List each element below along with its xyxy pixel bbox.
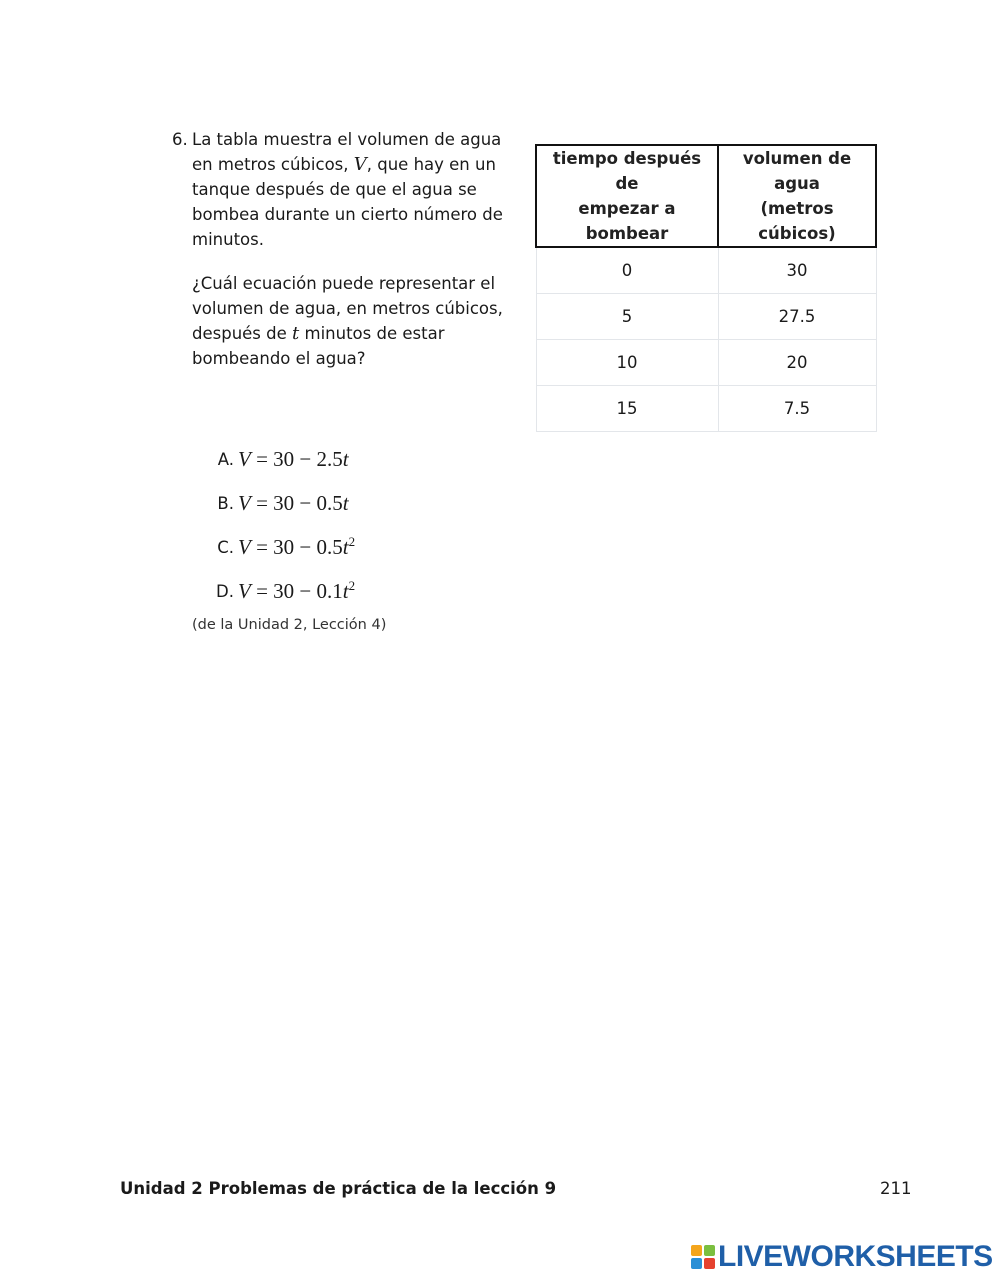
header-volume bbox=[718, 145, 876, 247]
header-time-line: empezar a bbox=[578, 199, 676, 218]
cell-time: 5 bbox=[536, 294, 718, 340]
choice-label: C. bbox=[217, 537, 234, 557]
cell-volume: 7.5 bbox=[718, 386, 876, 432]
problem-question bbox=[192, 271, 522, 371]
eq-exponent: 2 bbox=[348, 578, 356, 593]
cell-volume: 27.5 bbox=[718, 294, 876, 340]
eq-t: t bbox=[342, 535, 349, 559]
problem-number: 6. bbox=[172, 130, 188, 149]
eq-var: V bbox=[238, 535, 251, 559]
brand-name: LIVEWORKSHEETS bbox=[718, 1240, 993, 1273]
logo-square bbox=[691, 1258, 702, 1269]
variable-t: t bbox=[292, 323, 300, 344]
eq-t: t bbox=[342, 490, 349, 515]
cell-time: 15 bbox=[536, 386, 718, 432]
header-volume-line: volumen de bbox=[742, 149, 852, 168]
problem-6 bbox=[172, 127, 522, 371]
eq-var: V bbox=[238, 446, 251, 471]
table-header-row bbox=[536, 145, 876, 247]
choice-equation bbox=[238, 491, 349, 516]
page-number: 211 bbox=[880, 1179, 912, 1198]
eq-rhs: = 30 − 0.1 bbox=[250, 579, 343, 603]
table-row bbox=[536, 294, 876, 340]
volume-table bbox=[535, 144, 877, 432]
eq-rhs: = 30 − 0.5 bbox=[250, 535, 343, 559]
eq-var: V bbox=[238, 579, 251, 603]
choice-d[interactable] bbox=[212, 569, 355, 613]
answer-choices bbox=[212, 437, 355, 613]
choice-label: D. bbox=[216, 581, 234, 601]
cell-time: 10 bbox=[536, 340, 718, 386]
header-volume-line: (metros cúbicos) bbox=[758, 199, 836, 243]
table-row bbox=[536, 247, 876, 294]
logo-square bbox=[704, 1258, 715, 1269]
liveworksheets-brand bbox=[691, 1240, 993, 1274]
eq-t: t bbox=[342, 579, 349, 603]
question-text-cont: minutos de estar bombeando el agua? bbox=[192, 324, 445, 368]
eq-rhs: = 30 − 0.5 bbox=[250, 490, 343, 515]
liveworksheets-logo-icon bbox=[691, 1245, 715, 1269]
choice-equation bbox=[238, 447, 349, 472]
footer-title: Unidad 2 Problemas de práctica de la lección 9 bbox=[120, 1179, 557, 1198]
statement-text-cont: , que hay en un tanque después de que el agua se bombea durante un cierto número de minutos. bbox=[192, 155, 503, 249]
choice-c[interactable] bbox=[212, 525, 355, 569]
choice-a[interactable] bbox=[212, 437, 355, 481]
eq-rhs: = 30 − 2.5 bbox=[250, 446, 343, 471]
choice-b[interactable] bbox=[212, 481, 355, 525]
variable-v: V bbox=[353, 154, 367, 175]
choice-equation bbox=[238, 534, 355, 560]
eq-exponent: 2 bbox=[348, 534, 356, 549]
cell-volume: 20 bbox=[718, 340, 876, 386]
header-volume-line: agua bbox=[774, 174, 820, 193]
choice-equation bbox=[238, 578, 355, 604]
choice-label: B. bbox=[217, 493, 234, 513]
choice-label: A. bbox=[217, 449, 234, 469]
source-note: (de la Unidad 2, Lección 4) bbox=[192, 617, 387, 633]
statement-text: La tabla muestra el volumen de agua en metros cúbicos, bbox=[192, 130, 502, 174]
eq-var: V bbox=[238, 490, 251, 515]
logo-square bbox=[691, 1245, 702, 1256]
header-time bbox=[536, 145, 718, 247]
logo-square bbox=[704, 1245, 715, 1256]
header-time-line: tiempo después de bbox=[552, 149, 702, 193]
cell-time: 0 bbox=[536, 247, 718, 294]
question-text: ¿Cuál ecuación puede representar el volumen de agua, en metros cúbicos, después de bbox=[192, 274, 503, 343]
table-row bbox=[536, 340, 876, 386]
problem-statement bbox=[192, 127, 522, 252]
table-row bbox=[536, 386, 876, 432]
header-time-line: bombear bbox=[585, 224, 669, 243]
eq-t: t bbox=[342, 446, 349, 471]
cell-volume: 30 bbox=[718, 247, 876, 294]
